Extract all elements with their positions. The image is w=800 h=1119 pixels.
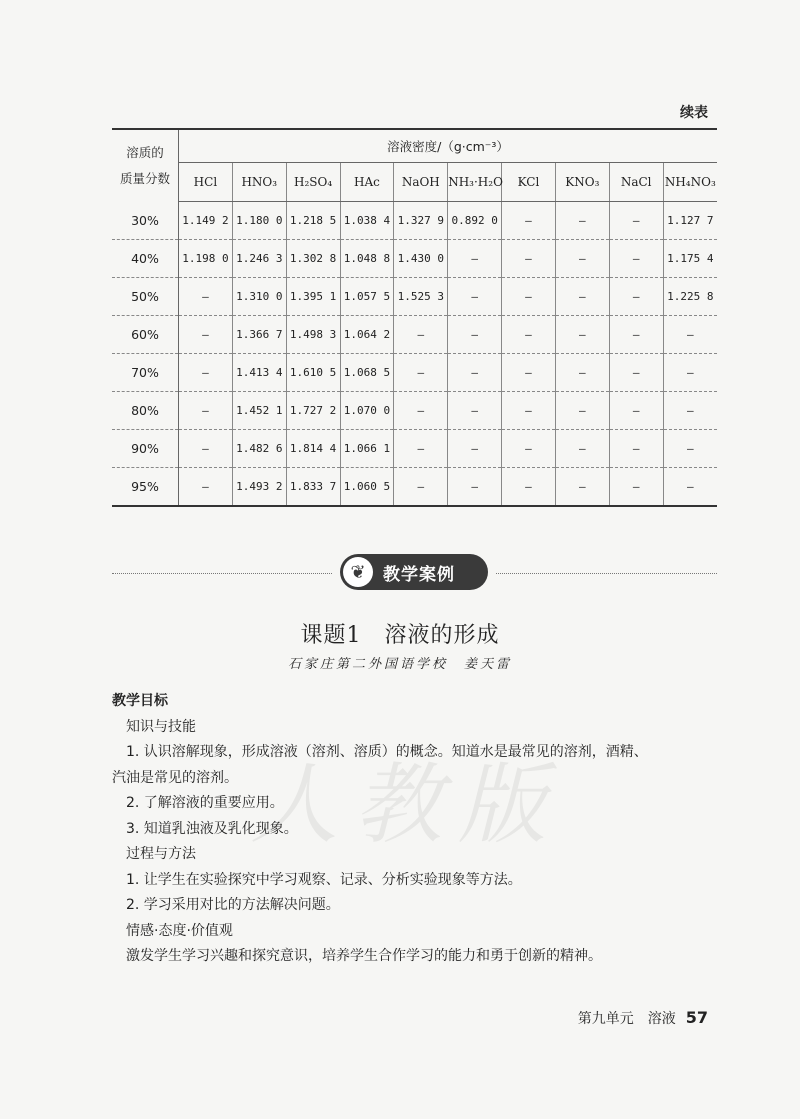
density-cell: —	[609, 316, 663, 354]
density-cell: —	[448, 316, 502, 354]
density-cell: —	[502, 354, 556, 392]
density-cell: 1.493 2	[232, 468, 286, 507]
page-number: 57	[685, 1008, 708, 1027]
density-cell: 0.892 0	[448, 202, 502, 240]
density-cell: —	[179, 354, 233, 392]
mass-fraction-cell: 60%	[112, 316, 179, 354]
density-cell: 1.833 7	[286, 468, 340, 507]
body-paragraph: 汽油是常见的溶剂。	[112, 769, 238, 786]
solute-header: H₂SO₄	[286, 163, 340, 202]
section-band	[112, 561, 717, 585]
body-paragraph: 3. 知道乳浊液及乳化现象。	[126, 820, 298, 837]
density-cell: —	[448, 240, 502, 278]
row-header	[112, 129, 179, 202]
density-cell: —	[502, 240, 556, 278]
density-cell: —	[663, 392, 717, 430]
density-cell: 1.430 0	[394, 240, 448, 278]
density-cell: —	[179, 392, 233, 430]
density-cell: —	[555, 430, 609, 468]
solute-header: HCl	[179, 163, 233, 202]
density-cell: 1.327 9	[394, 202, 448, 240]
continued-label: 续表	[680, 105, 708, 121]
density-cell: —	[555, 354, 609, 392]
density-cell: —	[609, 278, 663, 316]
table-row	[112, 202, 717, 240]
density-cell: —	[663, 354, 717, 392]
density-cell: 1.814 4	[286, 430, 340, 468]
mass-fraction-cell: 30%	[112, 202, 179, 240]
density-cell: —	[502, 392, 556, 430]
density-cell: —	[502, 430, 556, 468]
density-cell: 1.452 1	[232, 392, 286, 430]
body-paragraph: 情感·态度·价值观	[126, 922, 233, 939]
density-cell: 1.610 5	[286, 354, 340, 392]
density-cell: —	[502, 316, 556, 354]
density-cell: 1.060 5	[340, 468, 394, 507]
density-cell: 1.068 5	[340, 354, 394, 392]
density-cell: 1.413 4	[232, 354, 286, 392]
solute-header: NaOH	[394, 163, 448, 202]
density-cell: —	[179, 278, 233, 316]
density-cell: —	[609, 468, 663, 507]
density-cell: —	[555, 278, 609, 316]
mass-fraction-cell: 70%	[112, 354, 179, 392]
density-cell: —	[179, 430, 233, 468]
density-cell: 1.225 8	[663, 278, 717, 316]
mass-fraction-cell: 90%	[112, 430, 179, 468]
solute-header-row	[112, 163, 717, 202]
table-row	[112, 278, 717, 316]
dotted-rule-left	[112, 573, 332, 574]
table-body	[112, 202, 717, 507]
density-cell: —	[609, 240, 663, 278]
solute-header: HAc	[340, 163, 394, 202]
density-cell: —	[663, 468, 717, 507]
density-cell: 1.038 4	[340, 202, 394, 240]
density-cell: 1.727 2	[286, 392, 340, 430]
table-row	[112, 430, 717, 468]
dotted-rule-right	[496, 573, 717, 574]
body-paragraph: 知识与技能	[126, 718, 196, 735]
section-badge	[340, 554, 488, 590]
density-table	[112, 128, 717, 507]
solute-header: KNO₃	[555, 163, 609, 202]
density-cell: 1.064 2	[340, 316, 394, 354]
density-cell: —	[555, 468, 609, 507]
solute-header: NaCl	[609, 163, 663, 202]
density-cell: —	[448, 354, 502, 392]
body-paragraph: 过程与方法	[126, 846, 196, 862]
body-paragraph: 1. 让学生在实验探究中学习观察、记录、分析实验现象等方法。	[126, 871, 522, 888]
density-cell: —	[394, 468, 448, 507]
density-cell: 1.127 7	[663, 202, 717, 240]
watermark: 人教版	[250, 753, 563, 856]
section-badge-label: 教学案例	[383, 564, 455, 585]
density-cell: —	[555, 202, 609, 240]
density-cell: —	[179, 316, 233, 354]
mass-fraction-cell: 95%	[112, 468, 179, 507]
table-row	[112, 468, 717, 507]
density-cell: —	[609, 430, 663, 468]
solute-header: NH₄NO₃	[663, 163, 717, 202]
density-cell: 1.070 0	[340, 392, 394, 430]
density-cell: —	[448, 278, 502, 316]
density-cell: —	[502, 202, 556, 240]
density-cell: —	[555, 240, 609, 278]
density-cell: —	[609, 202, 663, 240]
density-cell: —	[555, 316, 609, 354]
density-cell: 1.066 1	[340, 430, 394, 468]
density-cell: 1.366 7	[232, 316, 286, 354]
density-cell: 1.498 3	[286, 316, 340, 354]
lesson-title: 课题1 溶液的形成	[300, 623, 500, 648]
density-cell: —	[663, 316, 717, 354]
solute-header: NH₃·H₂O	[448, 163, 502, 202]
table-row	[112, 392, 717, 430]
density-cell: —	[609, 392, 663, 430]
density-cell: 1.175 4	[663, 240, 717, 278]
density-cell: 1.218 5	[286, 202, 340, 240]
density-cell: 1.395 1	[286, 278, 340, 316]
table-row	[112, 316, 717, 354]
density-cell: 1.302 8	[286, 240, 340, 278]
density-cell: 1.198 0	[179, 240, 233, 278]
row-header-line2: 质量分数	[119, 170, 170, 186]
table-row	[112, 240, 717, 278]
density-cell: —	[448, 392, 502, 430]
density-cell: 1.149 2	[179, 202, 233, 240]
row-header-line1: 溶质的	[126, 144, 164, 160]
density-cell: —	[609, 354, 663, 392]
density-cell: —	[394, 392, 448, 430]
table-row	[112, 354, 717, 392]
density-cell: —	[448, 468, 502, 507]
density-cell: —	[179, 468, 233, 507]
density-cell: —	[394, 316, 448, 354]
density-cell: 1.057 5	[340, 278, 394, 316]
density-cell: 1.525 3	[394, 278, 448, 316]
page-footer	[578, 1008, 708, 1028]
density-table-wrapper	[112, 128, 717, 507]
density-cell: 1.048 8	[340, 240, 394, 278]
leaf-icon: ❦	[343, 557, 373, 587]
density-cell: —	[663, 430, 717, 468]
body-paragraph: 1. 认识溶解现象，形成溶液（溶剂、溶质）的概念。知道水是最常见的溶剂，酒精、	[126, 744, 648, 760]
density-cell: 1.310 0	[232, 278, 286, 316]
solute-header: KCl	[502, 163, 556, 202]
footer-unit: 第九单元 溶液	[577, 1011, 676, 1027]
density-cell: 1.246 3	[232, 240, 286, 278]
body-paragraph: 2. 学习采用对比的方法解决问题。	[126, 897, 340, 913]
density-cell: —	[502, 468, 556, 507]
density-cell: —	[555, 392, 609, 430]
lesson-body	[112, 689, 717, 970]
solute-header: HNO₃	[232, 163, 286, 202]
density-cell: —	[448, 430, 502, 468]
mass-fraction-cell: 80%	[112, 392, 179, 430]
density-cell: 1.482 6	[232, 430, 286, 468]
density-cell: —	[502, 278, 556, 316]
density-header: 溶液密度/（g·cm⁻³）	[179, 129, 718, 163]
body-paragraph: 2. 了解溶液的重要应用。	[126, 795, 284, 811]
body-paragraph: 激发学生学习兴趣和探究意识，培养学生合作学习的能力和勇于创新的精神。	[126, 948, 602, 964]
density-cell: 1.180 0	[232, 202, 286, 240]
density-cell: —	[394, 430, 448, 468]
body-paragraph: 教学目标	[112, 693, 168, 709]
density-cell: —	[394, 354, 448, 392]
mass-fraction-cell: 50%	[112, 278, 179, 316]
author-line: 石家庄第二外国语学校 姜天雷	[287, 657, 512, 672]
mass-fraction-cell: 40%	[112, 240, 179, 278]
